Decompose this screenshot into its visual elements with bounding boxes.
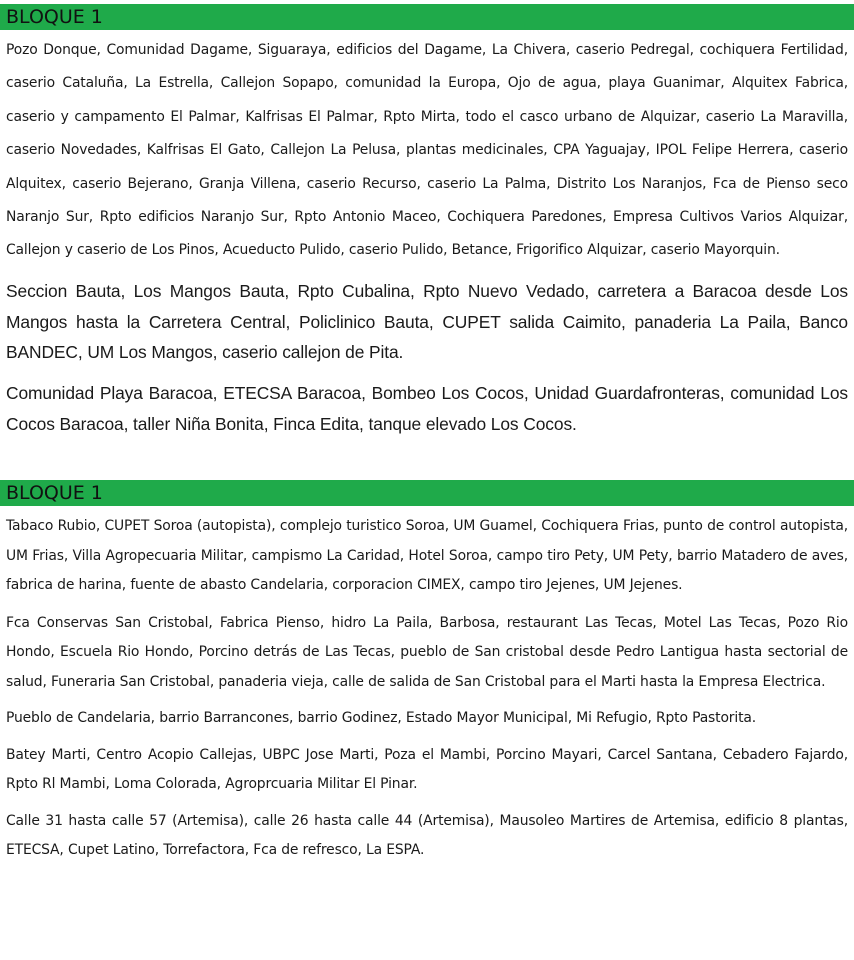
- paragraph-san-cristobal: Fca Conservas San Cristobal, Fabrica Pienso, hidro La Paila, Barbosa, restaurant Las Tecas, Motel Las Tecas, Pozo Rio Hondo, Escuela Rio Hondo, Porcino detrás de Las Tecas, pueblo de San cristobal desde Pedro Lantigua hasta sectorial de salud, Funeraria San Cristobal, panaderia vieja, calle de salida de San Cristobal para el Marti hasta la Empresa Electrica.: [6, 614, 848, 690]
- paragraph-batey-marti: Batey Marti, Centro Acopio Callejas, UBPC Jose Marti, Poza el Mambi, Porcino Mayari, Carcel Santana, Cebadero Fajardo, Rpto Rl Mambi, Loma Colorada, Agroprcuaria Militar El Pinar.: [6, 746, 848, 792]
- paragraph-alquizar: Pozo Donque, Comunidad Dagame, Siguaraya, edificios del Dagame, La Chivera, caserio Pedregal, cochiquera Fertilidad, caserio Cataluña, La Estrella, Callejon Sopapo, comunidad la Europa, Ojo de agua, playa Guanimar, Alquitex Fabrica, caserio y campamento El Palmar, Kalfrisas El Palmar, Rpto Mirta, todo el casco urbano de Alquizar, caserio La Maravilla, caserio Novedades, Kalfrisas El Gato, Callejon La Pelusa, plantas medicinales, CPA Yaguajay, IPOL Felipe Herrera, caserio Alquitex, caserio Bejerano, Granja Villena, caserio Recurso, caserio La Palma, Distrito Los Naranjos, Fca de Pienso seco Naranjo Sur, Rpto edificios Naranjo Sur, Rpto Antonio Maceo, Cochiquera Paredones, Empresa Cultivos Varios Alquizar, Callejon y caserio de Los Pinos, Acueducto Pulido, caserio Pulido, Betance, Frigorifico Alquizar, caserio Mayorquin.: [6, 42, 848, 259]
- paragraph-baracoa: Comunidad Playa Baracoa, ETECSA Baracoa, Bombeo Los Cocos, Unidad Guardafronteras, comunidad Los Cocos Baracoa, taller Niña Bonita, Finca Edita, tanque elevado Los Cocos.: [6, 382, 848, 434]
- paragraph-soroa: Tabaco Rubio, CUPET Soroa (autopista), complejo turistico Soroa, UM Guamel, Cochiquera Frias, punto de control autopista, UM Frias, Villa Agropecuaria Militar, campismo La Caridad, Hotel Soroa, campo tiro Pety, UM Pety, barrio Matadero de aves, fabrica de harina, fuente de abasto Candelaria, corporacion CIMEX, campo tiro Jejenes, UM Jejenes.: [6, 518, 848, 593]
- section-bloque-1-bottom: [0, 480, 854, 866]
- paragraph-artemisa: Calle 31 hasta calle 57 (Artemisa), calle 26 hasta calle 44 (Artemisa), Mausoleo Martires de Artemisa, edificio 8 plantas, ETECSA, Cupet Latino, Torrefactora, Fca de refresco, La ESPA.: [6, 812, 848, 858]
- section-header: BLOQUE 1: [0, 480, 854, 506]
- section-bloque-1-top: [0, 4, 854, 439]
- paragraph-bauta: Seccion Bauta, Los Mangos Bauta, Rpto Cubalina, Rpto Nuevo Vedado, carretera a Baracoa desde Los Mangos hasta la Carretera Central, Policlinico Bauta, CUPET salida Caimito, panaderia La Paila, Banco BANDEC, UM Los Mangos, caserio callejon de Pita.: [6, 280, 848, 363]
- section-header: BLOQUE 1: [0, 4, 854, 30]
- paragraph-candelaria: Pueblo de Candelaria, barrio Barrancones, barrio Godinez, Estado Mayor Municipal, Mi Refugio, Rpto Pastorita.: [6, 710, 756, 726]
